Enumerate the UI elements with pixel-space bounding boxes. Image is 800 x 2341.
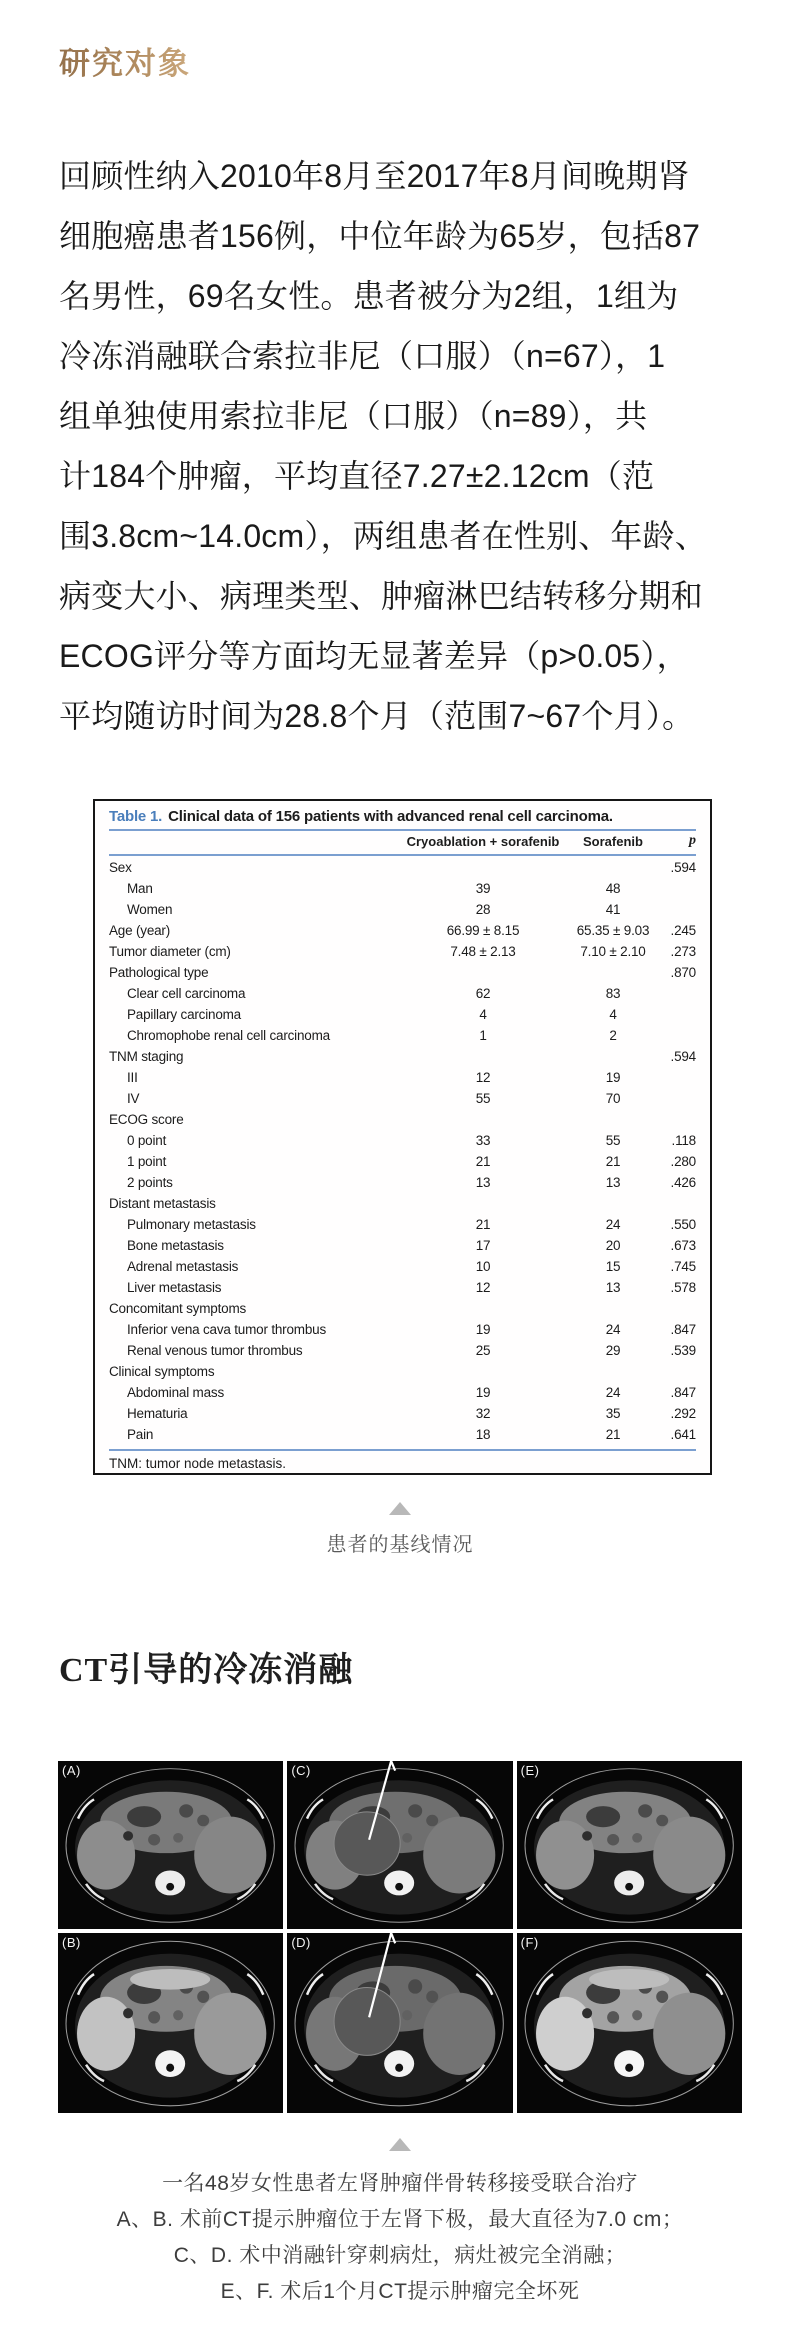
row-label: Chromophobe renal cell carcinoma	[127, 1028, 330, 1043]
section-heading-ct-cryoablation: CT引导的冷冻消融	[59, 1652, 354, 1689]
table-number-label: Table 1.	[109, 808, 163, 825]
table-row	[109, 1382, 696, 1403]
paragraph-line: 围3.8cm~14.0cm），两组患者在性别、年龄、	[59, 518, 707, 554]
ct-scan-image	[517, 1761, 742, 1929]
row-label: Clinical symptoms	[109, 1364, 215, 1379]
column-header-p: p	[689, 833, 696, 848]
value-cryoablation-sorafenib: 33	[475, 1133, 491, 1148]
table-title	[109, 808, 696, 825]
row-label: 1 point	[127, 1154, 167, 1169]
row-label: Distant metastasis	[109, 1196, 216, 1211]
value-sorafenib: 24	[605, 1385, 621, 1400]
p-value: .745	[670, 1259, 696, 1274]
value-sorafenib: 19	[605, 1070, 621, 1085]
value-cryoablation-sorafenib: 62	[475, 986, 491, 1001]
row-label: Pathological type	[109, 965, 209, 980]
p-value: .673	[670, 1238, 696, 1253]
ct-panel	[517, 1933, 742, 2113]
paragraph-line: 冷冻消融联合索拉非尼（口服）（n=67），1	[59, 338, 666, 374]
row-label: Hematuria	[127, 1406, 188, 1421]
ct-scan-image	[517, 1933, 742, 2113]
table-figure-caption: 患者的基线情况	[326, 1534, 474, 1556]
row-label: Abdominal mass	[127, 1385, 224, 1400]
ct-scan-image	[287, 1761, 512, 1929]
value-cryoablation-sorafenib: 12	[475, 1070, 491, 1085]
p-value: .847	[670, 1322, 696, 1337]
table-row	[109, 1088, 696, 1109]
row-label: Pain	[127, 1427, 154, 1442]
paragraph-line: 名男性，69名女性。患者被分为2组，1组为	[59, 278, 679, 314]
row-label: III	[127, 1070, 138, 1085]
table-column-headers	[109, 832, 696, 850]
value-sorafenib: 20	[605, 1238, 621, 1253]
value-sorafenib: 48	[605, 881, 621, 896]
ct-figure-caption	[0, 2166, 800, 2310]
value-cryoablation-sorafenib: 19	[475, 1322, 491, 1337]
p-value: .118	[671, 1133, 696, 1148]
value-sorafenib: 24	[605, 1322, 621, 1337]
row-label: 2 points	[127, 1175, 173, 1190]
table-row	[109, 1004, 696, 1025]
table-body	[109, 857, 696, 1445]
value-cryoablation-sorafenib: 32	[475, 1406, 491, 1421]
table-rule-top	[109, 829, 696, 831]
paragraph-line: 组单独使用索拉非尼（口服）（n=89），共	[59, 398, 648, 434]
value-sorafenib: 13	[605, 1280, 621, 1295]
row-label: TNM staging	[109, 1049, 184, 1064]
paragraph-line: ECOG评分等方面均无显著差异（p>0.05），	[59, 638, 689, 674]
table-row	[109, 1298, 696, 1319]
value-cryoablation-sorafenib: 10	[475, 1259, 491, 1274]
ct-scan-image	[287, 1933, 512, 2113]
p-value: .641	[670, 1427, 696, 1442]
table-rule-header	[109, 854, 696, 856]
value-cryoablation-sorafenib: 21	[475, 1217, 491, 1232]
ct-scan-image	[58, 1761, 283, 1929]
table-row	[109, 1256, 696, 1277]
row-label: Sex	[109, 860, 132, 875]
value-sorafenib: 35	[605, 1406, 621, 1421]
ct-panel-label: (B)	[62, 1935, 81, 1950]
p-value: .847	[670, 1385, 696, 1400]
clinical-data-table	[93, 799, 712, 1475]
p-value: .578	[670, 1280, 696, 1295]
value-sorafenib: 41	[605, 902, 621, 917]
row-label: Renal venous tumor thrombus	[127, 1343, 303, 1358]
table-row	[109, 1151, 696, 1172]
value-cryoablation-sorafenib: 55	[475, 1091, 491, 1106]
value-sorafenib: 7.10 ± 2.10	[580, 944, 646, 959]
value-cryoablation-sorafenib: 66.99 ± 8.15	[446, 923, 520, 938]
value-sorafenib: 4	[609, 1007, 617, 1022]
row-label: Age (year)	[109, 923, 171, 938]
table-row	[109, 1193, 696, 1214]
ct-panel	[287, 1933, 512, 2113]
value-cryoablation-sorafenib: 12	[475, 1280, 491, 1295]
table-row	[109, 962, 696, 983]
row-label: Papillary carcinoma	[127, 1007, 241, 1022]
ct-panel	[58, 1761, 283, 1929]
value-cryoablation-sorafenib: 25	[475, 1343, 491, 1358]
ct-panel	[517, 1761, 742, 1929]
row-label: Women	[127, 902, 173, 917]
table-row	[109, 1340, 696, 1361]
table-footnote: TNM: tumor node metastasis.	[109, 1456, 287, 1471]
row-label: IV	[127, 1091, 140, 1106]
p-value: .594	[670, 1049, 696, 1064]
table-row	[109, 899, 696, 920]
value-sorafenib: 2	[609, 1028, 617, 1043]
paragraph-line: 回顾性纳入2010年8月至2017年8月间晚期肾	[59, 158, 690, 194]
value-cryoablation-sorafenib: 18	[475, 1427, 491, 1442]
paragraph-line: 计184个肿瘤，平均直径7.27±2.12cm（范	[59, 458, 655, 494]
ct-panel-label: (E)	[520, 1763, 540, 1778]
table-row	[109, 1214, 696, 1235]
section-heading-study-subjects: 研究对象	[59, 38, 191, 83]
p-value: .273	[670, 944, 696, 959]
p-value: .245	[670, 923, 696, 938]
row-label: Adrenal metastasis	[127, 1259, 239, 1274]
table-row	[109, 878, 696, 899]
value-sorafenib: 21	[605, 1427, 621, 1442]
column-header-cryoablation: Cryoablation + sorafenib	[406, 833, 560, 849]
value-sorafenib: 21	[605, 1154, 621, 1169]
row-label: Pulmonary metastasis	[127, 1217, 256, 1232]
table-row	[109, 1403, 696, 1424]
table-row	[109, 1235, 696, 1256]
figure-caption-line: 一名48岁女性患者左肾肿瘤伴骨转移接受联合治疗	[162, 2172, 638, 2195]
ct-panel	[287, 1761, 512, 1929]
row-label: Clear cell carcinoma	[127, 986, 246, 1001]
value-cryoablation-sorafenib: 13	[475, 1175, 491, 1190]
value-sorafenib: 70	[605, 1091, 621, 1106]
value-sorafenib: 83	[605, 986, 621, 1001]
row-label: Inferior vena cava tumor thrombus	[127, 1322, 326, 1337]
row-label: ECOG score	[109, 1112, 184, 1127]
intro-paragraph	[59, 146, 743, 746]
collapse-triangle-icon[interactable]	[389, 2138, 411, 2151]
table-row	[109, 983, 696, 1004]
value-cryoablation-sorafenib: 7.48 ± 2.13	[450, 944, 516, 959]
table-row	[109, 941, 696, 962]
value-cryoablation-sorafenib: 1	[479, 1028, 487, 1043]
ct-panel-label: (F)	[520, 1935, 539, 1950]
table-row	[109, 1361, 696, 1382]
row-label: Concomitant symptoms	[109, 1301, 247, 1316]
p-value: .539	[670, 1343, 696, 1358]
row-label: Man	[127, 881, 153, 896]
ct-figure	[58, 1761, 742, 2113]
paragraph-line: 平均随访时间为28.8个月（范围7~67个月）。	[59, 698, 695, 734]
table-row	[109, 920, 696, 941]
value-cryoablation-sorafenib: 19	[475, 1385, 491, 1400]
p-value: .870	[670, 965, 696, 980]
paragraph-line: 病变大小、病理类型、肿瘤淋巴结转移分期和	[59, 578, 704, 614]
ct-scan-image	[58, 1933, 283, 2113]
table-row	[109, 1109, 696, 1130]
ct-panel-label: (C)	[291, 1763, 311, 1778]
table-row	[109, 1319, 696, 1340]
row-label: 0 point	[127, 1133, 167, 1148]
table-row	[109, 1172, 696, 1193]
table-row	[109, 1277, 696, 1298]
table-row	[109, 1025, 696, 1046]
table-row	[109, 1424, 696, 1445]
p-value: .426	[670, 1175, 696, 1190]
table-row	[109, 1046, 696, 1067]
row-label: Liver metastasis	[127, 1280, 222, 1295]
value-cryoablation-sorafenib: 4	[479, 1007, 487, 1022]
figure-caption-line: A、B. 术前CT提示肿瘤位于左肾下极，最大直径为7.0 cm；	[116, 2208, 684, 2231]
value-sorafenib: 15	[605, 1259, 621, 1274]
table-row	[109, 857, 696, 878]
table-row	[109, 1067, 696, 1088]
table-row	[109, 1130, 696, 1151]
value-sorafenib: 13	[605, 1175, 621, 1190]
value-sorafenib: 29	[605, 1343, 621, 1358]
p-value: .594	[670, 860, 696, 875]
ct-panel-label: (A)	[62, 1763, 81, 1778]
value-sorafenib: 65.35 ± 9.03	[576, 923, 650, 938]
ct-panel	[58, 1933, 283, 2113]
value-cryoablation-sorafenib: 39	[475, 881, 491, 896]
value-cryoablation-sorafenib: 17	[475, 1238, 491, 1253]
p-value: .280	[670, 1154, 696, 1169]
value-cryoablation-sorafenib: 28	[475, 902, 491, 917]
value-cryoablation-sorafenib: 21	[475, 1154, 491, 1169]
column-header-sorafenib: Sorafenib	[583, 833, 643, 849]
row-label: Tumor diameter (cm)	[109, 944, 231, 959]
row-label: Bone metastasis	[127, 1238, 224, 1253]
table-title-text: Clinical data of 156 patients with advanced renal cell carcinoma.	[168, 808, 613, 825]
value-sorafenib: 24	[605, 1217, 621, 1232]
p-value: .292	[670, 1406, 696, 1421]
figure-caption-line: C、D. 术中消融针穿刺病灶，病灶被完全消融；	[173, 2244, 627, 2267]
paragraph-line: 细胞癌患者156例，中位年龄为65岁，包括87	[59, 218, 701, 254]
collapse-triangle-icon[interactable]	[389, 1502, 411, 1515]
p-value: .550	[670, 1217, 696, 1232]
value-sorafenib: 55	[605, 1133, 621, 1148]
figure-caption-line: E、F. 术后1个月CT提示肿瘤完全坏死	[220, 2280, 580, 2303]
ct-panel-label: (D)	[291, 1935, 311, 1950]
